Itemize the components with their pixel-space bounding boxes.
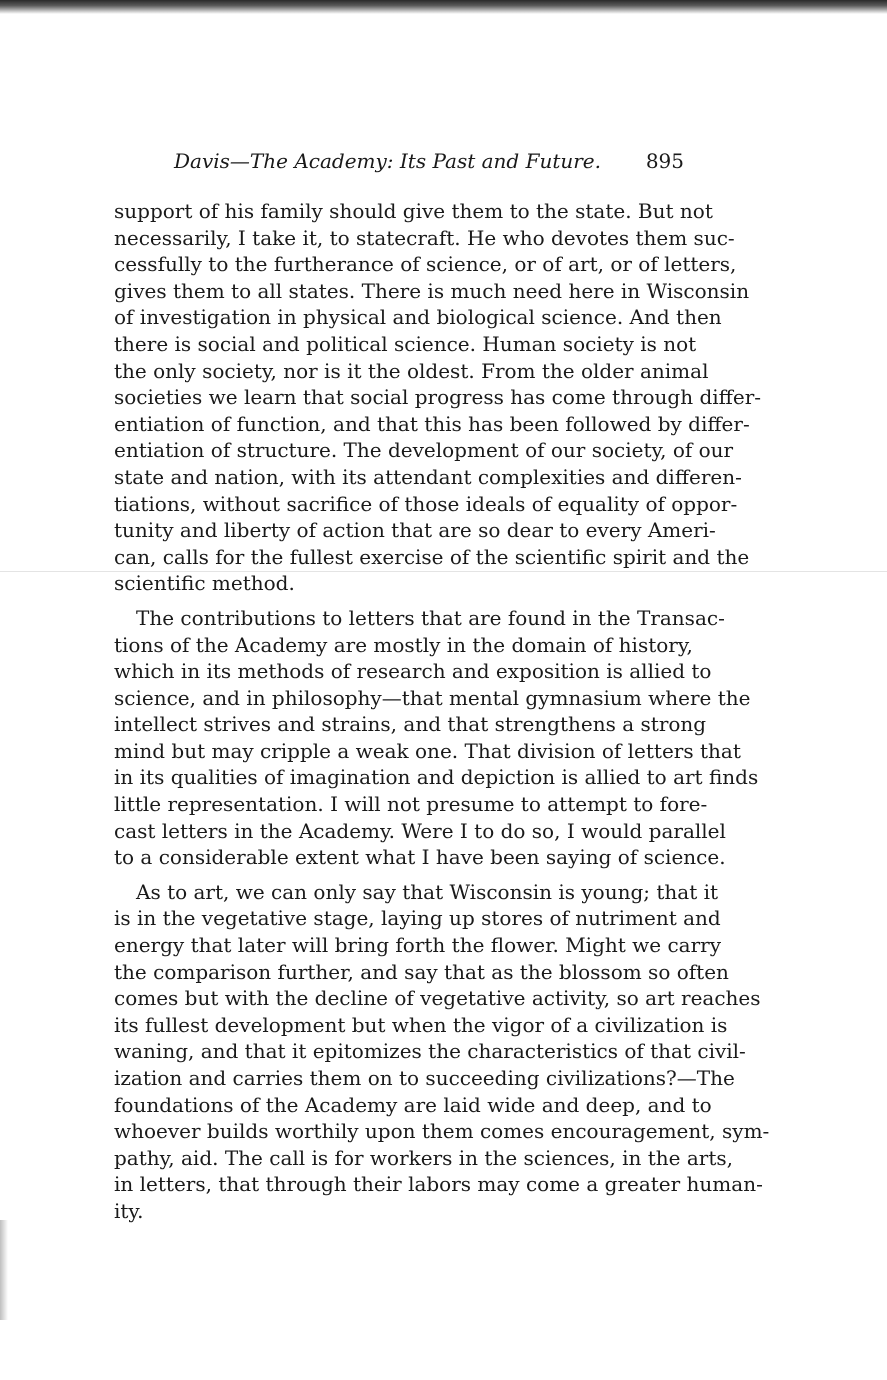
body-text <box>114 198 770 1225</box>
text-line: energy that later will bring forth the flower. Might we carry <box>114 933 722 958</box>
text-line: foundations of the Academy are laid wide and deep, and to <box>114 1092 712 1117</box>
text-line: support of his family should give them to the state. But not <box>114 199 713 223</box>
text-line: entiation of function, and that this has been followed by differ- <box>114 411 750 436</box>
text-line: comes but with the decline of vegetative activity, so art reaches <box>114 986 761 1011</box>
text-line: tiations, without sacrifice of those ideals of equality of oppor- <box>114 491 738 516</box>
scanned-margin-shadow <box>0 1220 8 1320</box>
text-line: ity. <box>114 1198 144 1223</box>
text-line: The contributions to letters that are found in the Transac- <box>136 605 725 630</box>
running-header <box>174 146 684 176</box>
text-line: entiation of structure. The development of our society, of our <box>114 438 734 463</box>
text-line: in its qualities of imagination and depiction is allied to art finds <box>114 765 759 790</box>
text-line: can, calls for the fullest exercise of the scientific spirit and the <box>114 544 750 569</box>
text-line: state and nation, with its attendant complexities and differen- <box>114 464 742 489</box>
text-line: which in its methods of research and exposition is allied to <box>114 659 712 684</box>
text-line: cessfully to the furtherance of science, or of art, or of letters, <box>114 252 737 277</box>
text-line: tions of the Academy are mostly in the domain of history, <box>114 632 693 657</box>
text-line: to a considerable extent what I have been saying of science. <box>114 845 726 870</box>
paragraph-science <box>114 198 762 597</box>
text-line: little representation. I will not presume to attempt to fore- <box>114 792 708 817</box>
paragraph-art <box>114 879 770 1225</box>
text-line: the only society, nor is it the oldest. From the older animal <box>114 358 709 383</box>
running-header-title: Davis—The Academy: Its Past and Future. <box>174 149 601 173</box>
text-line: in letters, that through their labors may come a greater human- <box>114 1172 763 1197</box>
paragraph-letters <box>114 605 759 871</box>
text-line: tunity and liberty of action that are so dear to every Ameri- <box>114 518 716 543</box>
page-number: 895 <box>645 149 684 173</box>
text-line: there is social and political science. Human society is not <box>114 331 697 356</box>
text-line: pathy, aid. The call is for workers in the sciences, in the arts, <box>114 1145 733 1170</box>
text-line: scientific method. <box>114 571 295 596</box>
text-line: necessarily, I take it, to statecraft. He who devotes them suc- <box>114 225 735 250</box>
text-line: gives them to all states. There is much need here in Wisconsin <box>114 278 750 303</box>
text-line: societies we learn that social progress has come through differ- <box>114 385 762 410</box>
text-line: of investigation in physical and biological science. And then <box>114 305 722 330</box>
text-line: is in the vegetative stage, laying up stores of nutriment and <box>114 906 721 931</box>
text-line: As to art, we can only say that Wisconsin is young; that it <box>136 879 719 904</box>
text-line: waning, and that it epitomizes the characteristics of that civil- <box>114 1039 746 1064</box>
text-line: its fullest development but when the vigor of a civilization is <box>114 1012 728 1037</box>
scanned-page-edge <box>0 0 887 14</box>
text-line: cast letters in the Academy. Were I to do so, I would parallel <box>114 818 726 843</box>
text-line: whoever builds worthily upon them comes encouragement, sym- <box>114 1119 770 1144</box>
text-line: science, and in philosophy—that mental gymnasium where the <box>114 685 751 710</box>
text-line: ization and carries them on to succeeding civilizations?—The <box>114 1066 735 1090</box>
text-line: intellect strives and strains, and that strengthens a strong <box>114 712 707 737</box>
text-line: mind but may cripple a weak one. That division of letters that <box>114 738 741 763</box>
text-line: the comparison further, and say that as the blossom so often <box>114 959 729 984</box>
